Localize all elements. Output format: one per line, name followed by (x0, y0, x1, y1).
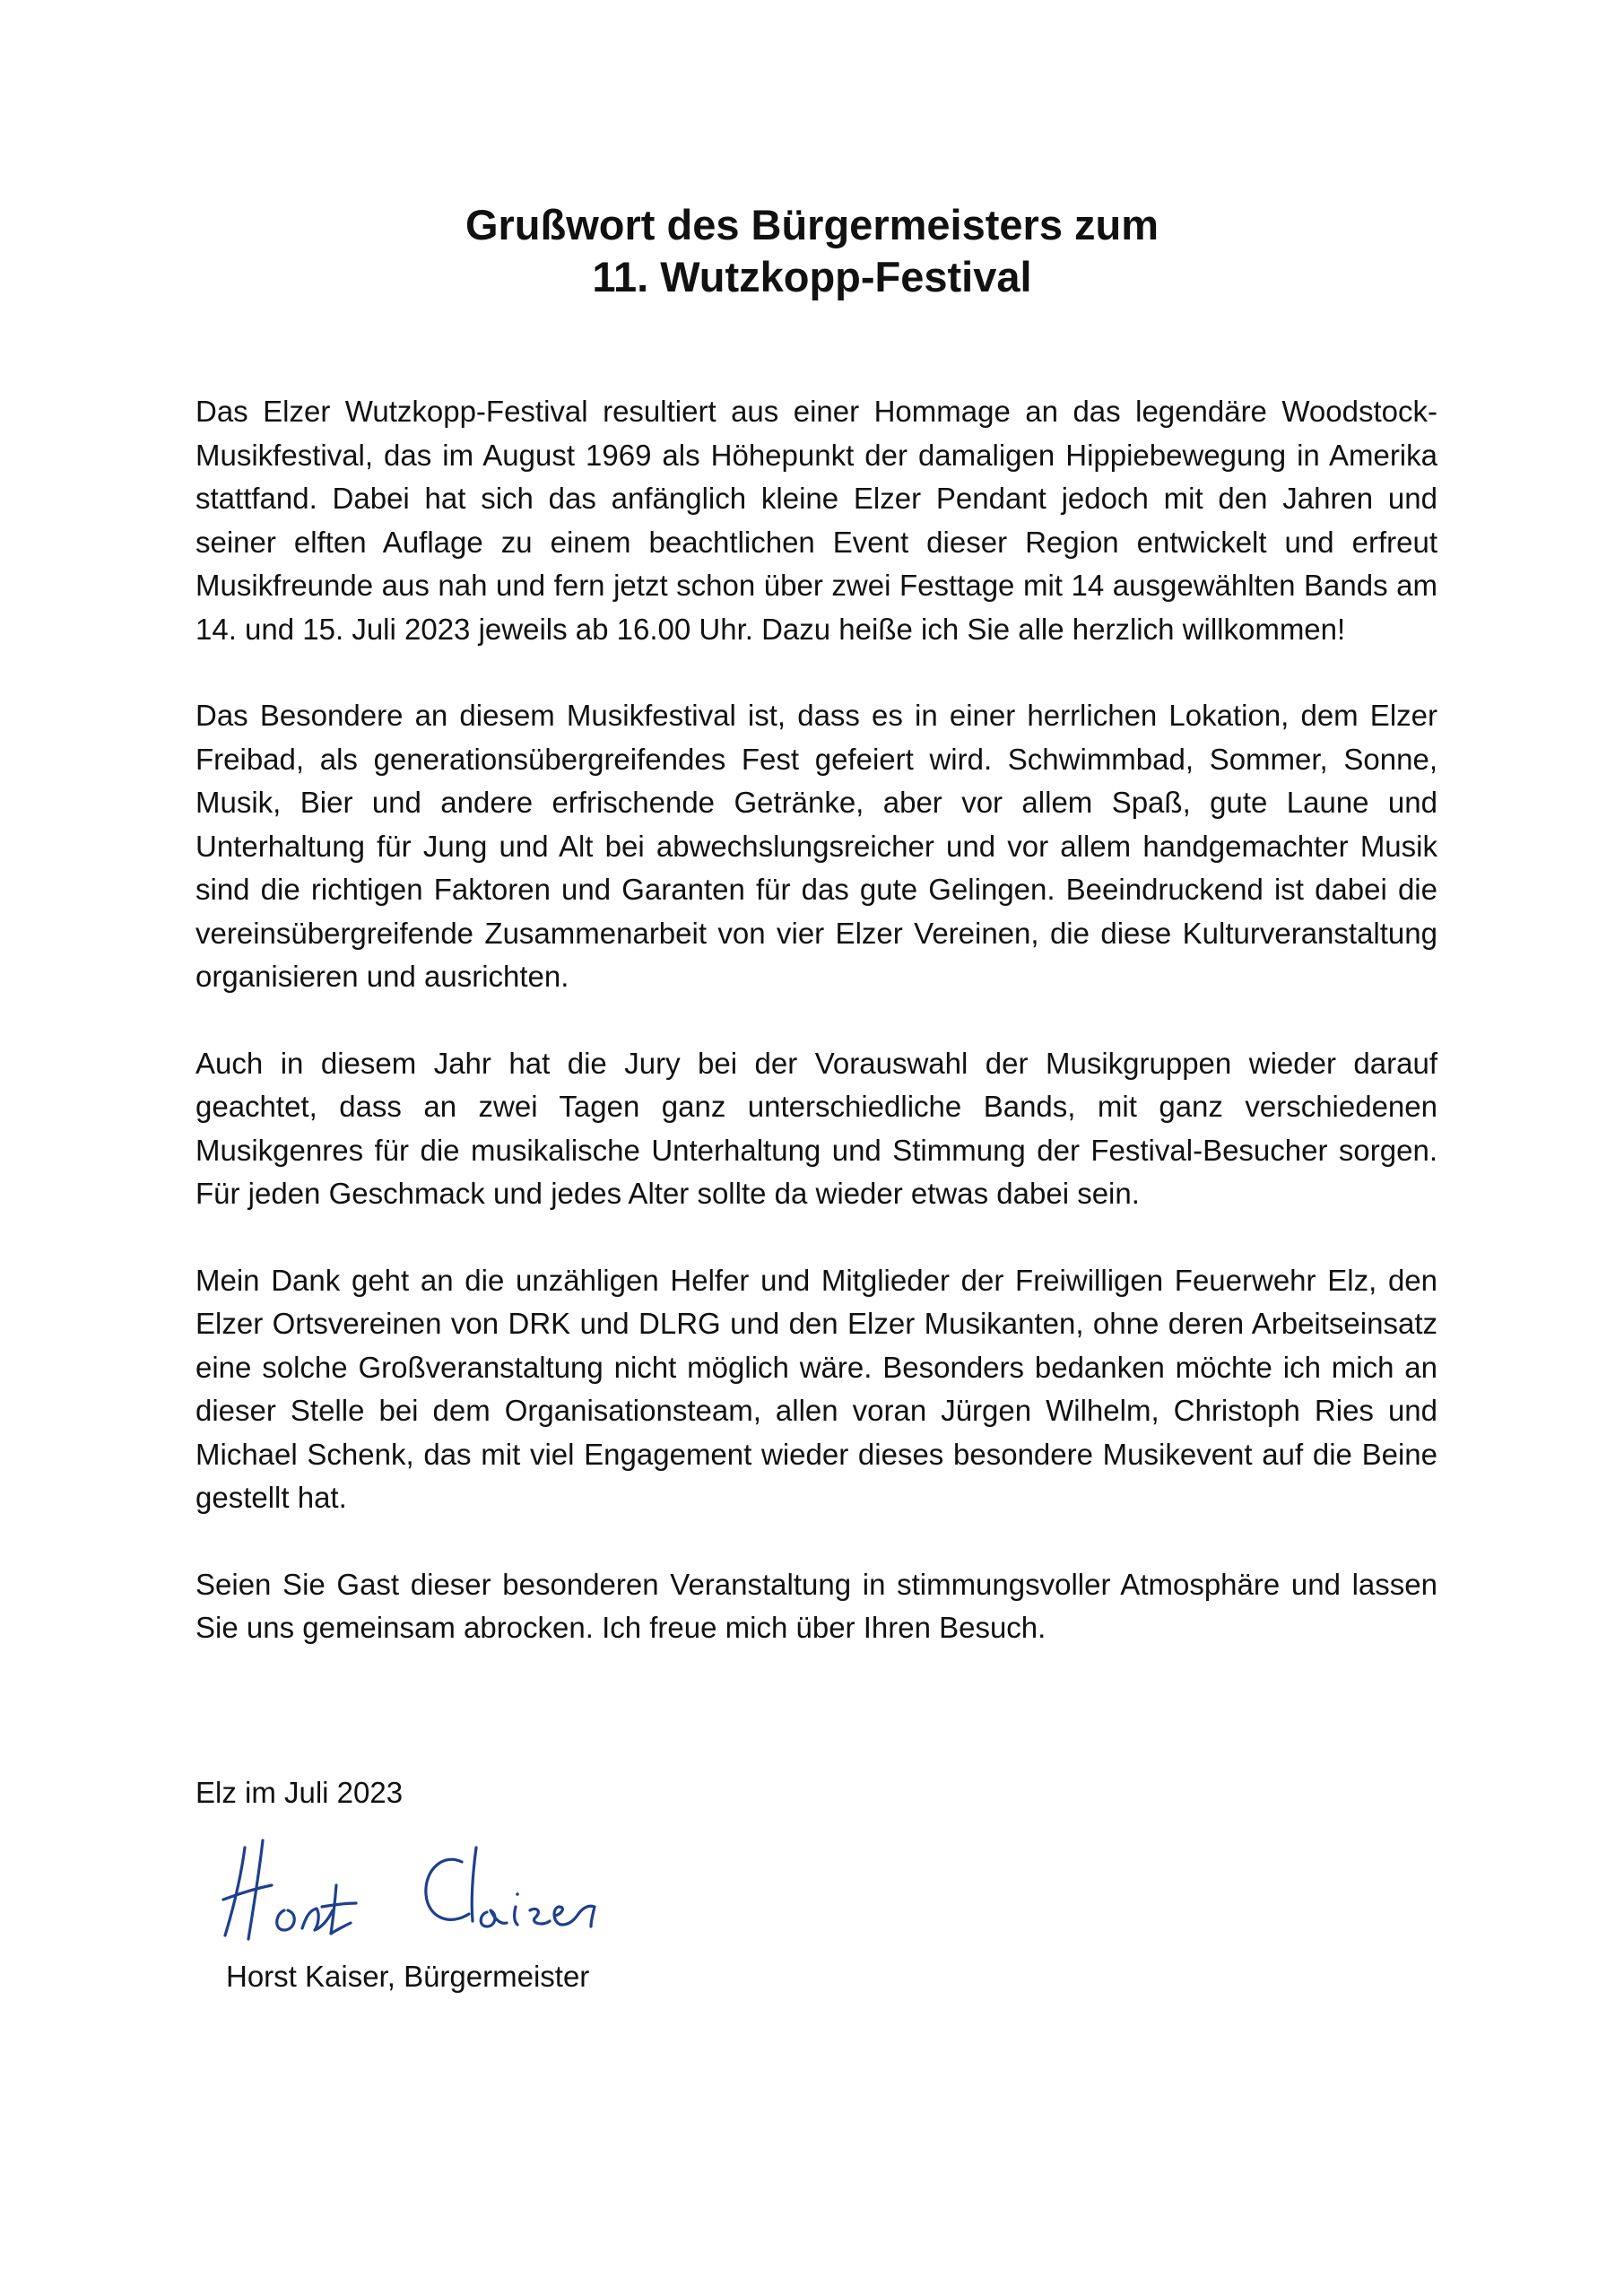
handwritten-signature (202, 1821, 686, 1955)
title-line-1: Grußwort des Bürgermeisters zum (465, 201, 1159, 248)
paragraph-1: Das Elzer Wutzkopp-Festival resultiert aus einer Hommage an das legendäre Woodstock-Musikfestival, das im August 1969 als Höhepunkt der damaligen Hippiebewegung in Amerika stattfand. Dabei hat sich das anfänglich kleine Elzer Pendant jedoch mit den Jahren und seiner elften Auflage zu einem beachtlichen Event dieser Region entwickelt und erfreut Musikfreunde aus nah und fern jetzt schon über zwei Festtage mit 14 ausgewählten Bands am 14. und 15. Juli 2023 jeweils ab 16.00 Uhr. Dazu heiße ich Sie alle herzlich willkommen! (195, 395, 1437, 646)
paragraph-5: Seien Sie Gast dieser besonderen Veranstaltung in stimmungsvoller Atmosphäre und lassen Sie uns gemeinsam abrocken. Ich freue mich über Ihren Besuch. (195, 1567, 1437, 1644)
place-date: Elz im Juli 2023 (195, 1776, 404, 1809)
letter-body (195, 390, 1437, 1693)
signer-name: Horst Kaiser, Bürgermeister (226, 1960, 590, 1993)
title-line-2: 11. Wutzkopp-Festival (592, 253, 1032, 300)
paragraph-2: Das Besondere an diesem Musikfestival ist, dass es in einer herrlichen Lokation, dem Elzer Freibad, als generationsübergreifendes Fest gefeiert wird. Schwimmbad, Sommer, Sonne, Musik, Bier und andere erfrischende Getränke, aber vor allem Spaß, gute Laune und Unterhaltung für Jung und Alt bei abwechslungsreicher und vor allem handgemachter Musik sind die richtigen Faktoren und Garanten für das gute Gelingen. Beeindruckend ist dabei die vereinsübergreifende Zusammenarbeit von vier Elzer Vereinen, die diese Kulturveranstaltung organisieren und ausrichten. (195, 699, 1437, 993)
paragraph-3: Auch in diesem Jahr hat die Jury bei der Vorauswahl der Musikgruppen wieder darauf geachtet, dass an zwei Tagen ganz unterschiedliche Bands, mit ganz verschiedenen Musikgenres für die musikalische Unterhaltung und Stimmung der Festival-Besucher sorgen. Für jeden Geschmack und jedes Alter sollte da wieder etwas dabei sein. (195, 1046, 1437, 1210)
page-title (179, 199, 1445, 303)
paragraph-4: Mein Dank geht an die unzähligen Helfer und Mitglieder der Freiwilligen Feuerwehr Elz, den Elzer Ortsvereinen von DRK und DLRG und den Elzer Musikanten, ohne deren Arbeitseinsatz eine solche Großveranstaltung nicht möglich wäre. Besonders bedanken möchte ich mich an dieser Stelle bei dem Organisationsteam, allen voran Jürgen Wilhelm, Christoph Ries und Michael Schenk, das mit viel Engagement wieder dieses besondere Musikevent auf die Beine gestellt hat. (195, 1263, 1437, 1514)
